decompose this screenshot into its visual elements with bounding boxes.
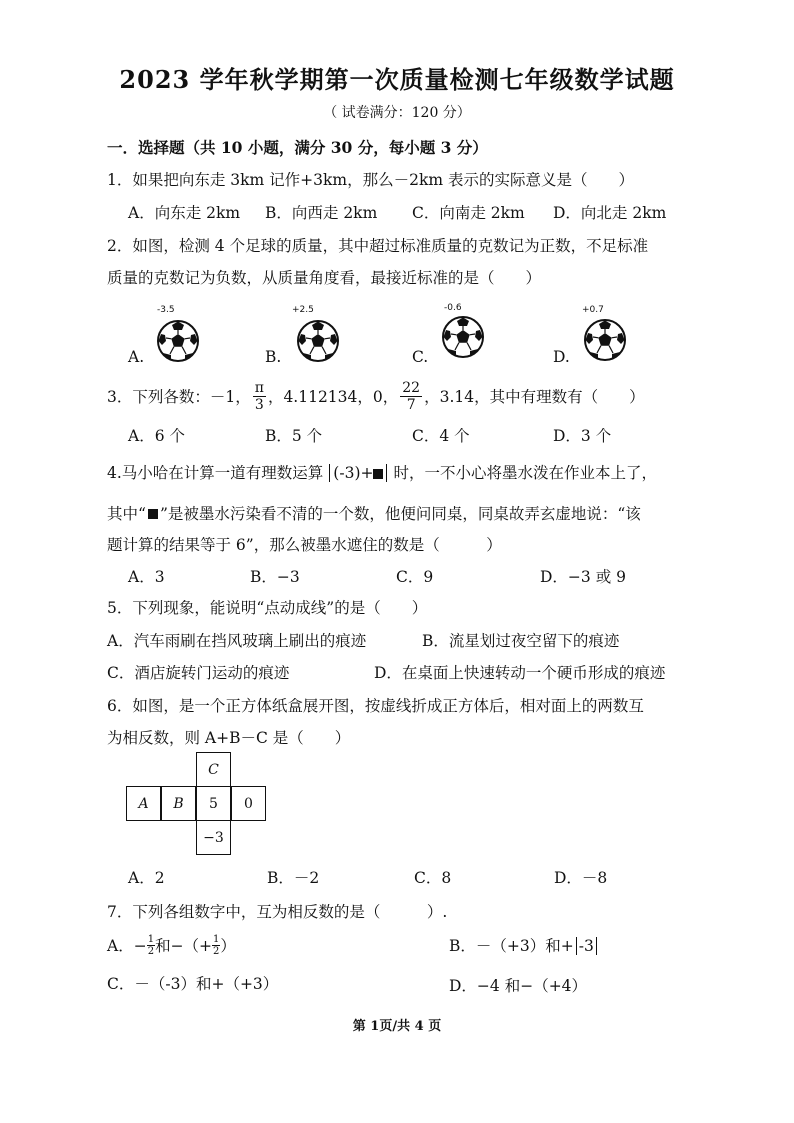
q4-line2 bbox=[107, 504, 641, 524]
q7-option-a bbox=[107, 934, 236, 957]
q4-line3: 题计算的结果等于 6”，那么被墨水遮住的数是（ ） bbox=[107, 536, 502, 554]
fraction-denominator: 2 bbox=[147, 946, 155, 957]
q6-option-a: A．2 bbox=[128, 869, 165, 887]
soccer-ball-icon bbox=[155, 318, 201, 364]
fraction-22-over-7 bbox=[400, 380, 422, 413]
q7-option-a-prefix: A．− bbox=[107, 936, 147, 955]
q4-line1-start: 4.马小哈在计算一道有理数运算 bbox=[107, 464, 324, 482]
q4-option-a: A．3 bbox=[128, 568, 165, 586]
q7-option-a-mid: 和−（+ bbox=[155, 936, 213, 955]
net-cell-5: 5 bbox=[196, 786, 231, 821]
page-number-footer: 第 1页/共 4 页 bbox=[352, 1019, 442, 1034]
q7-option-b bbox=[449, 936, 597, 956]
soccer-ball-icon bbox=[440, 314, 486, 360]
q6-stem-line1: 6．如图，是一个正方体纸盒展开图，按虚线折成正方体后，相对面上的两数互 bbox=[107, 697, 644, 715]
q1-option-d: D．向北走 2km bbox=[553, 204, 667, 222]
abs-expr-text: (-3)+ bbox=[333, 464, 374, 482]
q2-ball-a-value: -3.5 bbox=[157, 305, 175, 315]
q2-option-c-letter: C. bbox=[412, 348, 429, 366]
fraction-pi-over-3 bbox=[253, 380, 266, 413]
net-cell-c: C bbox=[196, 752, 231, 787]
fraction-denominator: 3 bbox=[254, 397, 264, 413]
q4-option-d: D．−3 或 9 bbox=[540, 568, 626, 586]
q4-option-b: B．−3 bbox=[250, 568, 300, 586]
q4-option-c: C．9 bbox=[396, 568, 434, 586]
soccer-ball-icon bbox=[582, 317, 628, 363]
q2-option-d-letter: D. bbox=[553, 348, 570, 366]
q2-stem-line2: 质量的克数记为负数，从质量角度看，最接近标准的是（ ） bbox=[107, 269, 542, 287]
q4-line2-start: 其中“ bbox=[107, 505, 146, 523]
q7-option-c: C．－（-3）和+（+3） bbox=[107, 975, 279, 993]
ink-blot-icon bbox=[373, 469, 383, 479]
q5-option-d: D．在桌面上快速转动一个硬币形成的痕迹 bbox=[374, 664, 666, 682]
net-cell-neg3: −3 bbox=[196, 820, 231, 855]
page-title: 2023 学年秋学期第一次质量检测七年级数学试题 bbox=[119, 65, 675, 94]
q3-stem bbox=[107, 380, 645, 413]
fraction-numerator: 22 bbox=[402, 380, 421, 396]
fraction-denominator: 7 bbox=[406, 397, 416, 413]
q4-line1-end: 时，一不小心将墨水泼在作业本上了， bbox=[393, 464, 657, 482]
q3-option-c: C．4 个 bbox=[412, 427, 470, 445]
cube-net-diagram bbox=[126, 752, 271, 860]
q3-option-b: B．5 个 bbox=[265, 427, 323, 445]
q6-option-b: B．－2 bbox=[267, 869, 320, 887]
fraction-numerator: 1 bbox=[213, 934, 220, 945]
q1-stem: 1．如果把向东走 3km 记作+3km，那么－2km 表示的实际意义是（ ） bbox=[107, 171, 634, 189]
q4-line2-end: ”是被墨水污染看不清的一个数，他便问同桌，同桌故弄玄虚地说：“该 bbox=[159, 505, 641, 523]
q3-stem-end: ，3.14，其中有理数有（ ） bbox=[424, 387, 645, 406]
fraction-denominator: 2 bbox=[213, 946, 220, 957]
q2-option-b-letter: B. bbox=[265, 348, 282, 366]
q5-option-b: B．流星划过夜空留下的痕迹 bbox=[422, 632, 620, 650]
q3-stem-start: 3．下列各数：－1， bbox=[107, 387, 251, 406]
q7-option-a-end: ） bbox=[220, 936, 236, 955]
fraction-numerator: 1 bbox=[147, 934, 155, 945]
absolute-value-expression bbox=[329, 464, 387, 482]
q3-option-d: D．3 个 bbox=[553, 427, 612, 445]
fraction-one-half bbox=[212, 934, 220, 957]
ink-blot-icon bbox=[148, 509, 158, 519]
q1-option-b: B．向西走 2km bbox=[265, 204, 378, 222]
q6-option-d: D．－8 bbox=[554, 869, 608, 887]
q2-ball-b-value: +2.5 bbox=[292, 305, 314, 315]
q6-stem-line2: 为相反数，则 A+B－C 是（ ） bbox=[107, 729, 351, 747]
soccer-ball-icon bbox=[295, 318, 341, 364]
net-cell-b: B bbox=[161, 786, 196, 821]
q5-option-a: A．汽车雨刷在挡风玻璃上刷出的痕迹 bbox=[107, 632, 367, 650]
q5-option-c: C．酒店旋转门运动的痕迹 bbox=[107, 664, 290, 682]
q7-option-b-text: B．－（+3）和+ bbox=[449, 937, 574, 955]
page-subtitle: （ 试卷满分：120 分） bbox=[323, 105, 471, 121]
section-heading: 一．选择题（共 10 小题，满分 30 分，每小题 3 分） bbox=[107, 138, 488, 157]
q6-option-c: C．8 bbox=[414, 869, 452, 887]
q3-option-a: A．6 个 bbox=[128, 427, 185, 445]
q3-stem-mid: ，4.112134，0， bbox=[267, 387, 399, 406]
q2-ball-d-value: +0.7 bbox=[582, 305, 604, 315]
q7-option-d: D．−4 和−（+4） bbox=[449, 977, 588, 995]
absolute-value-expression: -3 bbox=[576, 937, 597, 955]
net-cell-0: 0 bbox=[231, 786, 266, 821]
net-cell-a: A bbox=[126, 786, 161, 821]
q7-stem: 7．下列各组数字中，互为相反数的是（ ）. bbox=[107, 903, 448, 921]
fraction-one-half bbox=[147, 934, 155, 957]
q1-option-c: C．向南走 2km bbox=[412, 204, 525, 222]
fraction-numerator: π bbox=[254, 380, 264, 396]
q4-line1 bbox=[107, 463, 657, 483]
q2-option-a-letter: A. bbox=[128, 348, 145, 366]
q2-ball-c-value: -0.6 bbox=[444, 303, 462, 313]
q2-stem-line1: 2．如图，检测 4 个足球的质量，其中超过标准质量的克数记为正数，不足标准 bbox=[107, 237, 649, 255]
q1-option-a: A．向东走 2km bbox=[128, 204, 241, 222]
q5-stem: 5．下列现象，能说明“点动成线”的是（ ） bbox=[107, 599, 428, 617]
